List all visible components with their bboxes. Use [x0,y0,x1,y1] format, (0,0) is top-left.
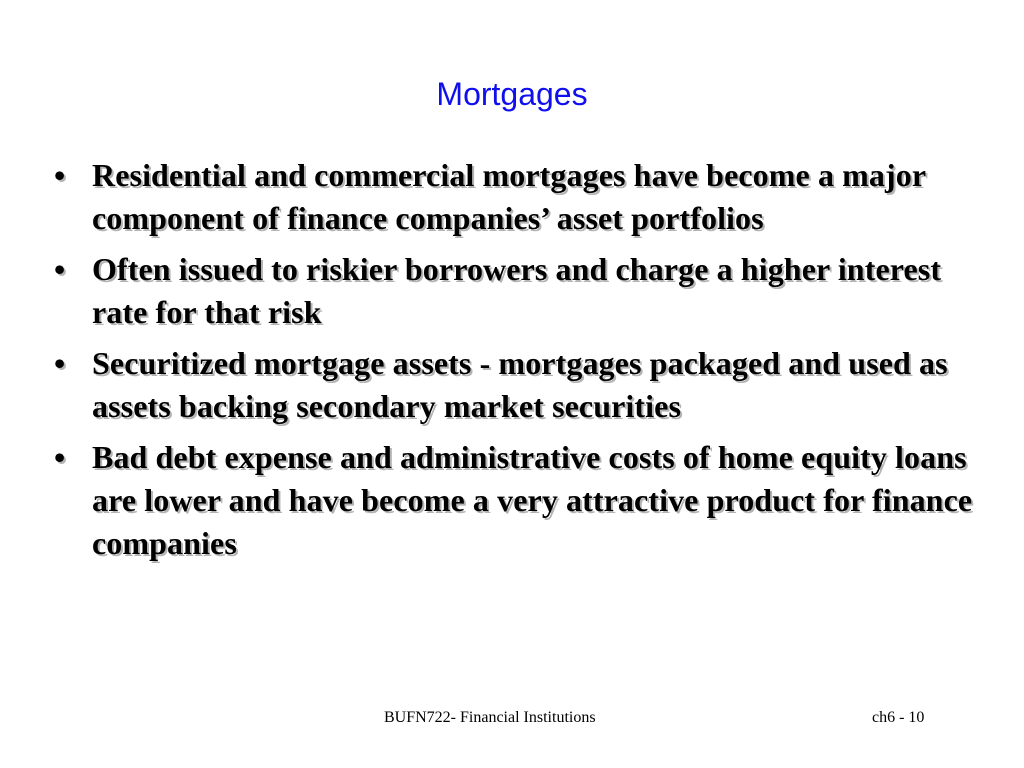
bullet-text: Securitized mortgage assets - mortgages packaged and used as assets backing secondary market securities [92,345,948,424]
footer-course: BUFN722- Financial Institutions [384,709,596,726]
bullet-marker: • [54,251,66,287]
bullet-text: Bad debt expense and administrative costs of home equity loans are lower and have become a very attractive product for finance companies [92,439,973,561]
slide-title: Mortgages [436,76,588,112]
bullet-item [52,436,992,565]
bullet-marker: • [54,345,66,381]
bullet-item [52,342,992,428]
bullet-text: Often issued to riskier borrowers and charge a higher interest rate for that risk [92,251,942,330]
bullet-list [52,154,992,573]
bullet-marker: • [54,439,66,475]
bullet-marker: • [54,157,66,193]
bullet-item [52,154,992,240]
bullet-item [52,248,992,334]
bullet-text: Residential and commercial mortgages have become a major component of finance companies’ asset portfolios [92,157,926,236]
footer-page-number: ch6 - 10 [872,709,925,726]
